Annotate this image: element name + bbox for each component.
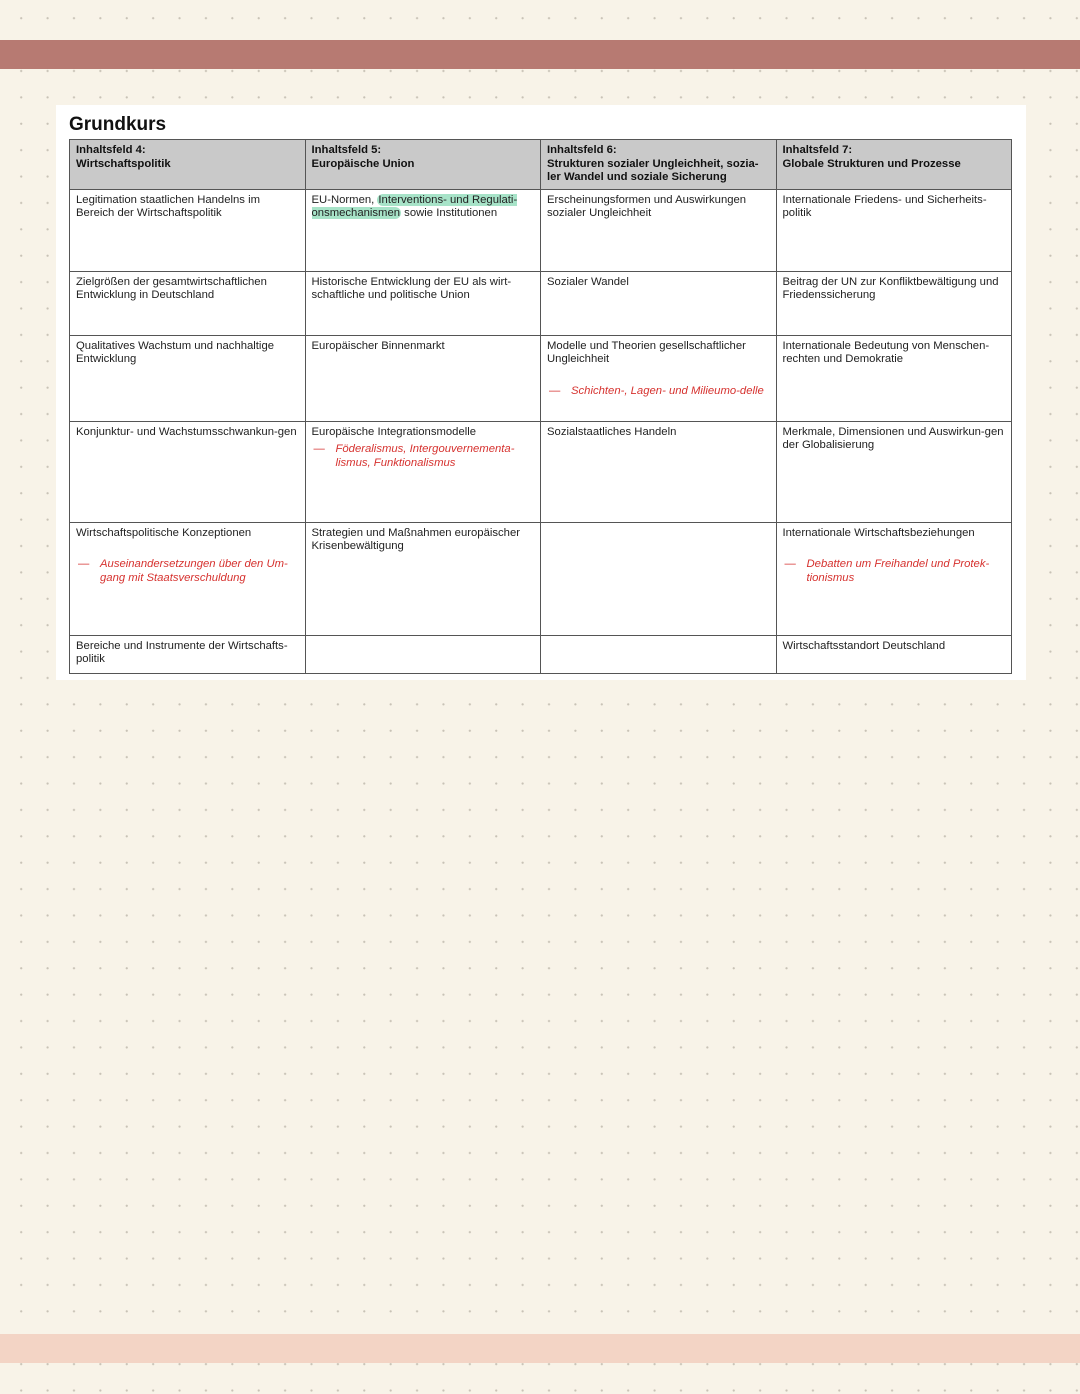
- annotation-text: Schichten-, Lagen- und Milieumo-delle: [571, 384, 764, 397]
- header-topic: Globale Strukturen und Prozesse: [782, 157, 961, 170]
- table-row: [70, 335, 1012, 421]
- cell-text: Historische Entwicklung der EU als wirt-schaftliche und politische Union: [311, 275, 512, 302]
- table-cell: [70, 189, 306, 271]
- header-topic: Wirtschaftspolitik: [76, 157, 171, 170]
- table-cell: [776, 635, 1012, 673]
- table-cell: [70, 421, 306, 522]
- dash-bullet: —: [549, 384, 561, 397]
- table-cell: [70, 635, 306, 673]
- top-color-band: [0, 40, 1080, 69]
- cell-text: Internationale Bedeutung von Menschen-rechten und Demokratie: [782, 339, 990, 366]
- header-label: Inhaltsfeld 5:: [311, 144, 382, 156]
- table-cell: [70, 522, 306, 635]
- header-inhaltsfeld-5: [305, 140, 541, 190]
- header-inhaltsfeld-6: [541, 140, 777, 190]
- header-topic: Europäische Union: [311, 157, 415, 170]
- table-cell: [776, 335, 1012, 421]
- table-cell: [541, 189, 777, 271]
- table-row: [70, 421, 1012, 522]
- table-cell: [305, 271, 541, 335]
- cell-text: Sozialer Wandel: [547, 275, 629, 288]
- cell-text: Wirtschaftsstandort Deutschland: [782, 639, 946, 652]
- header-label: Inhaltsfeld 6:: [547, 144, 617, 156]
- annotation-subpoint: [783, 558, 1006, 585]
- table-header-row: [70, 140, 1012, 190]
- table-cell: [776, 271, 1012, 335]
- cell-text: Internationale Friedens- und Sicherheits-politik: [782, 193, 987, 220]
- table-cell: [305, 189, 541, 271]
- page-title: Grundkurs: [69, 114, 167, 135]
- cell-text: Wirtschaftspolitische Konzeptionen: [76, 526, 252, 539]
- table-cell: [541, 335, 777, 421]
- annotation-subpoint: [312, 443, 535, 470]
- curriculum-table: [69, 139, 1012, 674]
- table-cell: [305, 335, 541, 421]
- table-cell: [541, 635, 777, 673]
- table-cell: [541, 271, 777, 335]
- annotation-text: Auseinandersetzungen über den Um-gang mit Staatsverschuldung: [100, 558, 288, 584]
- table-cell: [305, 421, 541, 522]
- table-row: [70, 635, 1012, 673]
- annotation-subpoint: [76, 558, 299, 585]
- table-cell: [776, 189, 1012, 271]
- cell-text: Merkmale, Dimensionen und Auswirkun-gen der Globalisierung: [782, 425, 1004, 452]
- table-cell: [305, 522, 541, 635]
- dash-bullet: —: [313, 443, 325, 456]
- table-cell: [70, 335, 306, 421]
- annotation-text: Föderalismus, Intergouvernementa-lismus, Funktionalismus: [335, 443, 515, 469]
- table-cell: [776, 522, 1012, 635]
- header-inhaltsfeld-7: [776, 140, 1012, 190]
- table-cell: [776, 421, 1012, 522]
- table-cell: [305, 635, 541, 673]
- dash-bullet: —: [784, 558, 796, 571]
- cell-text: EU-Normen,: [311, 193, 378, 206]
- dash-bullet: —: [78, 558, 90, 571]
- table-row: [70, 189, 1012, 271]
- table-cell: [541, 421, 777, 522]
- cell-text: Konjunktur- und Wachstumsschwankun-gen: [76, 425, 297, 438]
- header-label: Inhaltsfeld 7:: [782, 144, 853, 156]
- cell-text: Qualitatives Wachstum und nachhaltige Entwicklung: [76, 339, 275, 366]
- annotation-subpoint: [547, 385, 770, 399]
- cell-text: Beitrag der UN zur Konfliktbewältigung und Friedenssicherung: [782, 275, 999, 302]
- cell-text: Strategien und Maßnahmen europäischer Krisenbewältigung: [311, 526, 520, 553]
- table-row: [70, 522, 1012, 635]
- cell-text: sowie Institutionen: [401, 207, 498, 220]
- table-cell: [541, 522, 777, 635]
- cell-text: Modelle und Theorien gesellschaftlicher Ungleichheit: [547, 339, 746, 366]
- cell-text: Legitimation staatlichen Handelns im Bereich der Wirtschaftspolitik: [76, 193, 260, 220]
- header-label: Inhaltsfeld 4:: [76, 144, 146, 156]
- cell-text: Sozialstaatliches Handeln: [547, 425, 677, 438]
- highlighted-text: Interventions- und Regulati-onsmechanismen: [311, 193, 518, 220]
- header-topic: Strukturen sozialer Ungleichheit, sozia-ler Wandel und soziale Sicherung: [547, 157, 759, 184]
- annotation-text: Debatten um Freihandel und Protek-tionismus: [806, 558, 990, 584]
- bottom-color-band: [0, 1334, 1080, 1363]
- cell-text: Erscheinungsformen und Auswirkungen sozialer Ungleichheit: [547, 193, 747, 220]
- cell-text: Zielgrößen der gesamtwirtschaftlichen Entwicklung in Deutschland: [76, 275, 267, 302]
- table-row: [70, 271, 1012, 335]
- cell-text: Europäischer Binnenmarkt: [311, 339, 445, 352]
- cell-text: Bereiche und Instrumente der Wirtschafts-politik: [76, 639, 288, 666]
- table-cell: [70, 271, 306, 335]
- cell-text: Europäische Integrationsmodelle: [311, 425, 477, 438]
- header-inhaltsfeld-4: [70, 140, 306, 190]
- cell-text: Internationale Wirtschaftsbeziehungen: [782, 526, 975, 539]
